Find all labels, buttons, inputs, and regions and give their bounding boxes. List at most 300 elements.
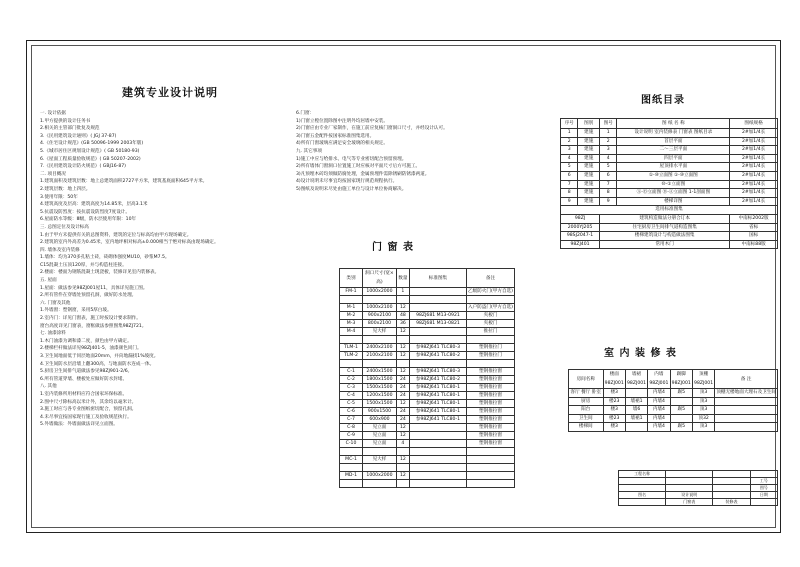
table-cell: 7: [561, 180, 578, 189]
table-row: [340, 376, 515, 384]
table-row: [340, 368, 515, 376]
table-cell: 乙级防火门(甲方自选): [468, 289, 513, 294]
table-cell: [340, 336, 363, 344]
table-header-cell: 图 纸 名 称: [617, 119, 730, 129]
note-line: 1.建筑面积及建筑层数：地上总建筑面积2727平方米，建筑基底面积645平方米。: [40, 179, 208, 185]
note-line: 3.《民用建筑设计通则》( JGJ 37-87): [40, 133, 117, 139]
note-line: 1.由于甲方未提供有关的总图资料，建筑的定位与标高均由甲方现场确定。: [40, 232, 192, 238]
note-line: 2)所有墙体门窗洞口位置施工时应核对平面尺寸后方可施工。: [296, 164, 421, 170]
table-cell: 内墙4: [648, 397, 670, 406]
table-header-cell: 内墙 98ZJ001: [648, 370, 670, 389]
note-line: 3.施工时应与各专业图纸密切配合，预留孔洞。: [40, 407, 137, 413]
table-cell: 住宅厨房卫生间排气道构造图集: [600, 223, 730, 232]
table-header-cell: 标准图集: [409, 269, 466, 288]
table-cell: 内墙4: [648, 414, 670, 423]
table-row: [340, 288, 515, 296]
table-row: [561, 163, 778, 172]
table-cell: 参98ZJ641 TLC80-3: [409, 368, 466, 376]
table-cell: 塑钢推拉窗: [467, 376, 515, 384]
table-cell: 墙6: [625, 406, 647, 415]
note-line: 3)门窗五金配件按国家标准图集选用。: [296, 133, 375, 139]
table-cell: 2#加1/4长: [730, 137, 778, 146]
table-row: [561, 189, 778, 198]
table-cell: 参98ZJ641 TLC80-2: [409, 376, 466, 384]
table-cell: 顶32: [692, 414, 714, 423]
table-row: [561, 223, 778, 232]
table-cell: [363, 296, 397, 304]
table-row: [569, 397, 778, 406]
design-notes-title: 建筑专业设计说明: [122, 86, 218, 99]
table-cell: [396, 464, 409, 472]
table-cell: 1000x2000: [363, 472, 397, 480]
table-cell: 2: [600, 137, 617, 146]
note-line: 九. 其它事项: [296, 148, 322, 154]
table-header-cell: 图纸规格: [730, 119, 778, 129]
table-row: [340, 456, 515, 464]
table-cell: [363, 360, 397, 368]
table-cell: 楼梯建筑设计与构造做法图集: [600, 232, 730, 241]
table-cell: [340, 448, 363, 456]
table-cell: 24: [396, 392, 409, 400]
table-header-cell: 备 注: [715, 370, 778, 389]
table-cell: 中南标88版: [730, 240, 778, 249]
table-cell: 1500x1500: [363, 400, 397, 408]
table-cell: 建施: [578, 163, 600, 172]
table-cell: C-9: [340, 432, 363, 440]
table-cell: 楼3: [603, 423, 625, 432]
table-cell: 24: [396, 408, 409, 416]
table-row: [340, 344, 515, 352]
table-cell: [715, 423, 778, 432]
table-cell: 建施: [578, 146, 600, 155]
table-cell: FM-1: [340, 288, 363, 296]
table-row: [619, 478, 778, 485]
table-cell: [409, 456, 466, 464]
table-row: [561, 214, 778, 223]
table-cell: [713, 471, 750, 478]
table-cell: 夹板门: [467, 312, 515, 320]
table-row: [340, 336, 515, 344]
table-cell: 1: [561, 129, 578, 138]
table-cell: 建施: [578, 197, 600, 206]
table-cell: [750, 471, 777, 478]
table-row: [561, 180, 778, 189]
table-cell: [467, 464, 515, 472]
table-row: [569, 389, 778, 398]
table-row: [340, 328, 515, 336]
table-cell: [363, 336, 397, 344]
table-cell: 8: [600, 189, 617, 198]
table-cell: 建施: [578, 171, 600, 180]
table-cell: C-3: [340, 384, 363, 392]
table-cell: 图号: [750, 485, 777, 492]
table-cell: 24: [396, 416, 409, 424]
table-cell: 建筑构造做法分册合订本: [600, 214, 730, 223]
table-header-cell: 房间名称: [569, 370, 604, 389]
table-cell: 塑钢推拉窗: [467, 416, 515, 424]
table-cell: TLM-2: [340, 352, 363, 360]
table-cell: 4: [396, 440, 409, 448]
table-cell: 98ZJ681 M13-0821: [409, 320, 466, 328]
table-cell: 12: [396, 424, 409, 432]
table-cell: [467, 448, 515, 456]
table-cell: 塑钢推拉窗: [467, 384, 515, 392]
table-cell: 楼23: [603, 397, 625, 406]
table-row: [569, 406, 778, 415]
table-cell: 塑钢推拉窗: [467, 400, 515, 408]
table-cell: 参98ZJ641 TLC80-1: [409, 408, 466, 416]
table-cell: 阳台: [569, 406, 604, 415]
table-cell: 装修表: [713, 499, 750, 506]
table-header-cell: 顶棚 98ZJ001: [692, 370, 714, 389]
table-cell: 12: [396, 400, 409, 408]
note-line: 2.所有管件在穿墙处预留孔洞，做好防水处理。: [40, 293, 137, 299]
note-line: 1.室内装修所用材料应符合国家环保标准。: [40, 391, 128, 397]
table-cell: 首层平面: [617, 137, 730, 146]
note-line: 1.甲方提供的设计任务书: [40, 118, 91, 124]
table-cell: 客厅 餐厅 卧室: [569, 389, 604, 398]
table-row: [340, 392, 515, 400]
note-line: 6.所有管道穿墙、楼板处应做好防水封堵。: [40, 376, 128, 382]
table-cell: 2#加1/4长: [730, 189, 778, 198]
table-cell: 塑钢推拉门: [467, 352, 515, 360]
table-cell: 建施: [578, 129, 600, 138]
table-cell: 塑钢推拉窗: [467, 432, 515, 440]
table-cell: M-2: [340, 312, 363, 320]
table-row: [340, 424, 515, 432]
table-cell: 12: [396, 432, 409, 440]
note-line: 2.建筑的室内外高差为0.45米，室内地坪相对标高±0.000相当于绝对标高由现场确定。: [40, 240, 219, 246]
table-cell: [467, 360, 515, 368]
table-cell: C-1: [340, 368, 363, 376]
table-cell: 楼23: [603, 414, 625, 423]
table-cell: 1800x1500: [363, 376, 397, 384]
table-cell: [625, 389, 647, 398]
note-line: 2.楼面：楼面为钢筋混凝土现浇板，装修详见室内装修表。: [40, 270, 160, 276]
note-line: 1.木门油漆为调和漆二度，颜色由甲方确定。: [40, 338, 132, 344]
table-row: [340, 312, 515, 320]
note-line: 5)图纸及说明未尽处由施工单位与设计单位协商解决。: [296, 186, 407, 192]
table-cell: [467, 480, 515, 488]
table-row: [561, 154, 778, 163]
table-cell: 楼梯详图: [617, 197, 730, 206]
note-line: 6.门窗：: [296, 111, 315, 116]
table-row: [561, 137, 778, 146]
table-row: [619, 492, 778, 499]
table-cell: 98ZJ681 M13-0921: [409, 312, 466, 320]
note-line: 4.未尽事宜按国家现行施工及验收规范执行。: [40, 414, 132, 420]
table-cell: [396, 296, 409, 304]
note-line: 1)门窗立樘位置除图中注明外均居墙中安装。: [296, 118, 388, 124]
table-cell: 塑钢推拉窗: [467, 392, 515, 400]
table-cell: 98ZJ401: [561, 240, 600, 249]
table-cell: 塑钢推拉窗: [467, 424, 515, 432]
table-cell: 建施: [578, 137, 600, 146]
note-line: 7.《民用建筑设计防火规范》( GBJ16-87): [40, 164, 126, 170]
table-cell: 12: [396, 352, 409, 360]
note-line: 三. 总图定位及设计标高: [40, 224, 89, 230]
table-cell: 9: [561, 197, 578, 206]
table-row: [340, 464, 515, 472]
table-cell: 推拉门: [467, 328, 515, 336]
table-cell: [409, 448, 466, 456]
table-cell: 900x2100: [363, 312, 397, 320]
table-cell: 1500x1500: [363, 384, 397, 392]
table-cell: M-1: [340, 304, 363, 312]
table-cell: 参98ZJ641 TLC80-2: [409, 352, 466, 360]
table-cell: [666, 471, 713, 478]
note-line: 1.墙体：均为370多孔粘土砖，砖砌体强度MU10，砂浆M7.5。: [40, 255, 170, 261]
table-cell: 省标: [730, 223, 778, 232]
table-cell: 98SJ2047-1: [561, 232, 600, 241]
table-cell: [409, 464, 466, 472]
table-cell: 3: [600, 146, 617, 155]
table-row: [340, 296, 515, 304]
table-row: [619, 499, 778, 506]
table-cell: 顶3: [692, 397, 714, 406]
table-cell: 2#加1/4长: [730, 171, 778, 180]
table-cell: [409, 424, 466, 432]
table-cell: 3: [561, 146, 578, 155]
table-cell: 12: [396, 304, 409, 312]
table-cell: 48: [396, 312, 409, 320]
table-cell: 6: [561, 171, 578, 180]
table-cell: 图名: [619, 492, 666, 499]
table-cell: [396, 448, 409, 456]
table-cell: 8: [561, 189, 578, 198]
table-cell: ⑩-①立面图: [617, 180, 730, 189]
table-row: [561, 171, 778, 180]
note-line: 八. 其他: [40, 384, 57, 390]
table-cell: [670, 414, 692, 423]
table-cell: 900x1500: [363, 408, 397, 416]
table-cell: 800x2100: [363, 320, 397, 328]
table-cell: [750, 499, 777, 506]
table-cell: 1000x2100: [363, 304, 397, 312]
table-cell: 1: [396, 288, 409, 296]
note-line: 5.《城市居住区规划设计规范》( GB 50180-93): [40, 148, 140, 154]
table-cell: 塑钢推拉窗: [467, 440, 515, 448]
drawing-list-title: 图纸目录: [641, 95, 685, 106]
table-cell: 门窗表: [666, 499, 713, 506]
table-cell: [713, 492, 750, 499]
table-row: [561, 129, 778, 138]
note-line: 2.图中尺寸除标高以米计外，其余均以毫米计。: [40, 399, 137, 405]
table-cell: [363, 480, 397, 488]
table-cell: 1: [600, 129, 617, 138]
table-cell: 2#加1/4长: [730, 146, 778, 155]
table-cell: 2100x2100: [363, 352, 397, 360]
table-cell: 设计说明: [666, 492, 713, 499]
note-line: 5.厨房卫生间排气道做法参见98ZJ901-2/6。: [40, 369, 133, 375]
note-line: 2.相关的主管部门批复及规范: [40, 126, 100, 132]
table-row: [340, 440, 515, 448]
table-cell: [467, 336, 515, 344]
table-cell: 工号: [750, 478, 777, 485]
table-cell: 踢5: [670, 423, 692, 432]
finishes-title: 室 内 装 修 表: [604, 348, 677, 359]
table-cell: M-4: [340, 328, 363, 336]
table-cell: 参98ZJ641 TLC80-1: [409, 416, 466, 424]
table-cell: [409, 440, 466, 448]
table-cell: 9: [600, 197, 617, 206]
table-cell: [340, 360, 363, 368]
table-header-cell: 图别: [578, 119, 600, 129]
table-cell: 国标: [730, 232, 778, 241]
table-cell: C-2: [340, 376, 363, 384]
table-cell: 7: [600, 180, 617, 189]
table-cell: 屋顶排水平面: [617, 163, 730, 172]
table-header-cell: 备注: [467, 269, 515, 288]
note-line: 1.屋面：做法参见98ZJ001屋11，具体详见施工图。: [40, 285, 148, 291]
doors-windows-table: [339, 268, 515, 488]
note-line: 2.建筑层数：地上四层。: [40, 186, 91, 192]
table-row: [619, 471, 778, 478]
table-cell: [467, 456, 515, 464]
table-cell: [363, 448, 397, 456]
table-cell: [715, 406, 778, 415]
table-cell: 2400x2100: [363, 344, 397, 352]
table-cell: [713, 485, 750, 492]
table-cell: 98ZJ: [561, 214, 600, 223]
note-line: 4)所有门窗玻璃应满足安全玻璃的相关规定。: [296, 141, 388, 147]
table-cell: 厨房: [569, 397, 604, 406]
table-cell: [396, 336, 409, 344]
table-cell: MC-1: [340, 456, 363, 464]
table-cell: 1000x2000: [363, 288, 397, 296]
note-line: 2.室内门：详见门窗表，施工时按设计要求制作。: [40, 316, 141, 322]
table-cell: C-10: [340, 440, 363, 448]
note-line: 六. 门窗及其他: [40, 300, 71, 306]
table-cell: 2#加1/4长: [730, 129, 778, 138]
table-cell: 参98ZJ641 TLC80-1: [409, 392, 466, 400]
design-notes-middle-column: [296, 110, 541, 194]
table-cell: 4: [561, 154, 578, 163]
table-cell: 参98ZJ641 TLC80-1: [409, 400, 466, 408]
table-cell: TLM-1: [340, 344, 363, 352]
table-cell: 1200x1500: [363, 392, 397, 400]
table-row: [340, 400, 515, 408]
table-cell: 设计说明 室内装修表 门窗表 图纸目录: [617, 129, 730, 138]
table-cell: 见立面: [363, 432, 397, 440]
table-header-cell: 墙裙 98ZJ001: [625, 370, 647, 389]
table-cell: [409, 336, 466, 344]
table-cell: [340, 464, 363, 472]
table-header-cell: 类别: [340, 269, 363, 288]
table-cell: [670, 397, 692, 406]
table-cell: 参98ZJ641 TLC80-1: [409, 384, 466, 392]
table-header-cell: 楼面 98ZJ001: [603, 370, 625, 389]
table-cell: 24: [396, 376, 409, 384]
note-line: 一. 设计依据: [40, 111, 66, 116]
table-cell: [409, 480, 466, 488]
table-cell: 工程名称: [619, 471, 666, 478]
table-cell: 入户防盗门(甲方自选): [468, 305, 513, 310]
note-line: 5.抗震设防烈度：按抗震设防烈度7度设计。: [40, 209, 130, 215]
table-cell: 塑钢推拉窗: [467, 408, 515, 416]
interior-finish-table: [568, 369, 778, 432]
table-row: [340, 352, 515, 360]
table-row: [569, 423, 778, 432]
table-cell: ①-⑩立面图 ①-⑩立面图: [617, 171, 730, 180]
table-cell: 内墙4: [648, 389, 670, 398]
note-line: 3.卫生间地面低于同层地面20mm，并向地漏找1%坡度。: [40, 354, 159, 359]
table-cell: 2400x1500: [363, 368, 397, 376]
table-cell: C-6: [340, 408, 363, 416]
table-cell: [619, 499, 666, 506]
table-cell: [409, 328, 466, 336]
table-cell: 中南标2002版: [730, 214, 778, 223]
table-cell: 墙裙1: [625, 397, 647, 406]
note-line: 2)门窗应由专业厂家制作，在施工前应复核门窗洞口尺寸，并经设计认可。: [296, 126, 448, 132]
table-row: [561, 232, 778, 241]
table-cell: 5: [600, 163, 617, 172]
title-block-table: [618, 470, 778, 506]
note-line: 二. 项目概况: [40, 171, 66, 177]
table-cell: [715, 414, 778, 423]
table-cell: 2#加1/4长: [730, 180, 778, 189]
table-cell: 建施: [578, 154, 600, 163]
note-line: 4.《住宅设计规范》(GB 50096-1999 2003年版): [40, 141, 144, 147]
table-cell: C-5: [340, 400, 363, 408]
table-row: [340, 480, 515, 488]
note-line: 七. 油漆涂料: [40, 331, 66, 337]
table-cell: 见大样: [363, 456, 397, 464]
table-header-cell: 洞口尺寸(宽×高): [363, 269, 397, 288]
note-line: 3.使用年限：50年: [40, 194, 78, 200]
table-row: [340, 416, 515, 424]
table-cell: [666, 478, 713, 485]
table-row: [561, 146, 778, 155]
table-cell: [619, 485, 666, 492]
table-row: [619, 485, 778, 492]
table-cell: 12: [396, 472, 409, 480]
table-cell: [340, 296, 363, 304]
note-line: 3)凡预埋木砖均须做防腐处理，金属预埋件需除锈刷防锈漆两道。: [296, 171, 430, 177]
table-cell: 5: [561, 163, 578, 172]
table-cell: 2#加1/4长: [730, 163, 778, 172]
table-cell: M-3: [340, 320, 363, 328]
table-cell: [409, 304, 466, 312]
table-header-cell: 踢脚 98ZJ001: [670, 370, 692, 389]
table-header-cell: 序号: [561, 119, 578, 129]
table-cell: 36: [396, 320, 409, 328]
table-row: [340, 320, 515, 328]
table-cell: 塑钢推拉门: [467, 344, 515, 352]
table-cell: [396, 360, 409, 368]
table-cell: 顶棚无楼地面大理石及卫生间: [715, 389, 778, 398]
drawing-list-table: [560, 118, 778, 249]
table-row: [340, 448, 515, 456]
table-cell: 踢5: [670, 406, 692, 415]
table-cell: [467, 296, 515, 304]
table-header-cell: 图号: [600, 119, 617, 129]
table-cell: 建施: [578, 189, 600, 198]
table-cell: [715, 397, 778, 406]
note-line: 4.卫生间防水层沿墙上翻300高，与地面防水连成一体。: [40, 361, 155, 367]
table-cell: 卫生间: [569, 414, 604, 423]
table-cell: 2#加1/4长: [730, 197, 778, 206]
table-row: [340, 408, 515, 416]
table-cell: 塑钢推拉窗: [467, 368, 515, 376]
table-cell: Ⓐ-Ⓓ立面图 Ⓓ-Ⓐ立面图 1-1剖面图: [617, 189, 730, 198]
table-cell: 常用木门: [600, 240, 730, 249]
table-cell: 参98ZJ641 TLC80-3: [409, 344, 466, 352]
table-cell: 12: [396, 344, 409, 352]
table-cell: 内墙4: [648, 406, 670, 415]
table-cell: 4: [600, 154, 617, 163]
table-cell: 见立面: [363, 440, 397, 448]
